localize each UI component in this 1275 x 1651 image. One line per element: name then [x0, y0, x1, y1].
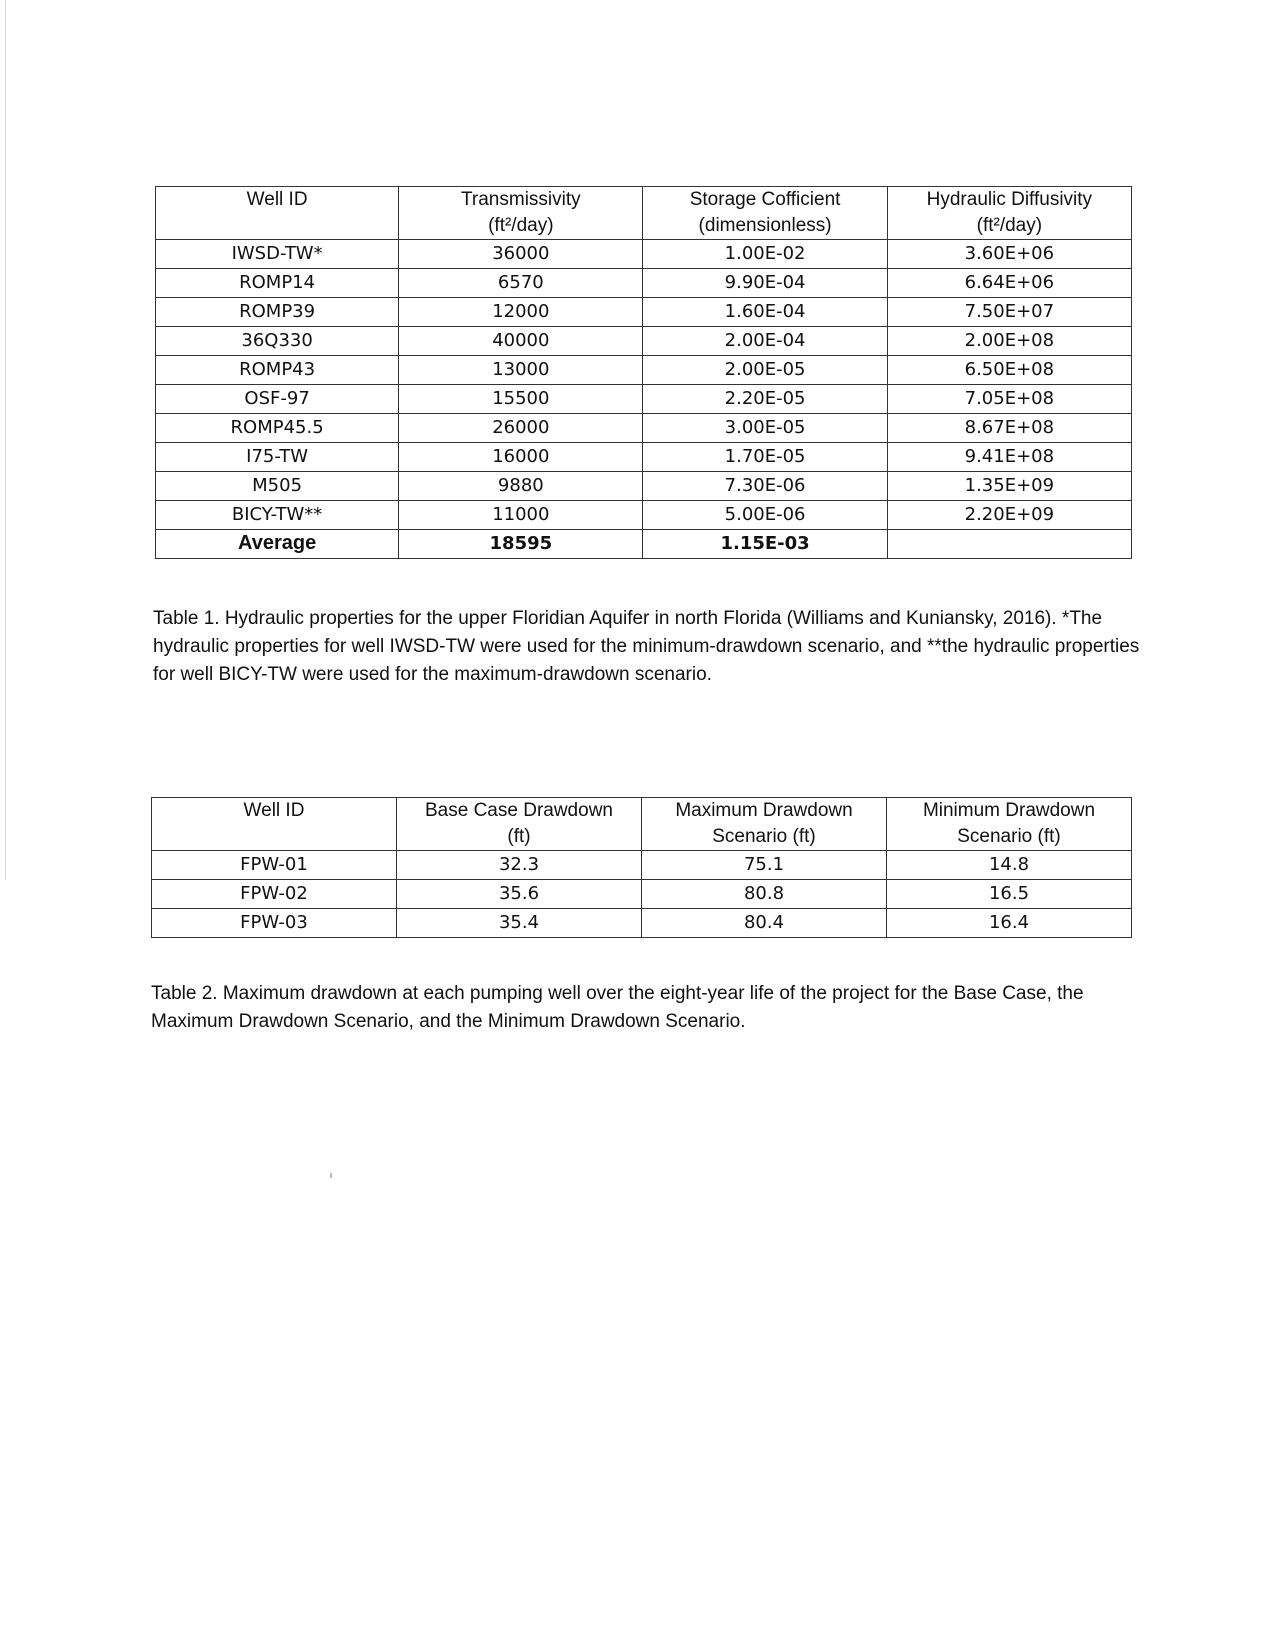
table-row	[156, 501, 1132, 530]
cell-diffusivity: 1.35E+09	[887, 472, 1131, 501]
average-storage: 1.15E-03	[643, 530, 887, 559]
table2-caption: Table 2. Maximum drawdown at each pumping well over the eight-year life of the project for the Base Case, the Maximum Drawdown Scenario, and the Minimum Drawdown Scenario.	[151, 983, 1084, 1032]
cell-storage: 2.00E-04	[643, 327, 887, 356]
cell-transmissivity: 40000	[399, 327, 643, 356]
cell-transmissivity: 36000	[399, 240, 643, 269]
header-max-drawdown: Maximum Drawdown Scenario (ft)	[642, 798, 887, 851]
cell-min: 16.5	[887, 880, 1132, 909]
cell-well-id: FPW-01	[152, 851, 397, 880]
header-well-id: Well ID	[156, 187, 399, 240]
scan-margin-line	[5, 0, 6, 880]
cell-well-id: OSF-97	[156, 385, 399, 414]
cell-storage: 1.60E-04	[643, 298, 887, 327]
average-transmissivity: 18595	[399, 530, 643, 559]
cell-well-id: BICY-TW**	[156, 501, 399, 530]
cell-well-id: 36Q330	[156, 327, 399, 356]
cell-well-id: ROMP45.5	[156, 414, 399, 443]
average-row	[156, 530, 1132, 559]
table-row	[156, 472, 1132, 501]
cell-storage: 2.20E-05	[643, 385, 887, 414]
cell-well-id: FPW-03	[152, 909, 397, 938]
cell-transmissivity: 16000	[399, 443, 643, 472]
cell-transmissivity: 6570	[399, 269, 643, 298]
cell-transmissivity: 12000	[399, 298, 643, 327]
cell-max: 80.8	[642, 880, 887, 909]
cell-diffusivity: 7.05E+08	[887, 385, 1131, 414]
cell-max: 75.1	[642, 851, 887, 880]
table-row	[156, 414, 1132, 443]
table-header-row	[156, 187, 1132, 240]
scan-speck	[330, 1173, 332, 1178]
header-transmissivity: Transmissivity (ft²/day)	[399, 187, 643, 240]
cell-diffusivity: 2.00E+08	[887, 327, 1131, 356]
drawdown-table	[151, 797, 1132, 938]
cell-diffusivity: 2.20E+09	[887, 501, 1131, 530]
cell-well-id: M505	[156, 472, 399, 501]
cell-well-id: IWSD-TW*	[156, 240, 399, 269]
cell-storage: 5.00E-06	[643, 501, 887, 530]
table-row	[152, 909, 1132, 938]
cell-max: 80.4	[642, 909, 887, 938]
cell-transmissivity: 13000	[399, 356, 643, 385]
table-row	[156, 443, 1132, 472]
header-min-drawdown: Minimum Drawdown Scenario (ft)	[887, 798, 1132, 851]
cell-well-id: I75-TW	[156, 443, 399, 472]
cell-transmissivity: 11000	[399, 501, 643, 530]
hydraulic-properties-table	[155, 186, 1132, 559]
cell-base-case: 32.3	[397, 851, 642, 880]
header-base-case: Base Case Drawdown (ft)	[397, 798, 642, 851]
cell-well-id: ROMP39	[156, 298, 399, 327]
cell-min: 16.4	[887, 909, 1132, 938]
cell-min: 14.8	[887, 851, 1132, 880]
table-row	[156, 269, 1132, 298]
average-label: Average	[156, 530, 399, 559]
header-storage-coefficient: Storage Cofficient (dimensionless)	[643, 187, 887, 240]
cell-storage: 7.30E-06	[643, 472, 887, 501]
cell-storage: 1.00E-02	[643, 240, 887, 269]
cell-well-id: FPW-02	[152, 880, 397, 909]
header-hydraulic-diffusivity: Hydraulic Diffusivity (ft²/day)	[887, 187, 1131, 240]
table-row	[156, 356, 1132, 385]
table-header-row	[152, 798, 1132, 851]
table-row	[156, 298, 1132, 327]
cell-diffusivity: 6.50E+08	[887, 356, 1131, 385]
table-row	[152, 851, 1132, 880]
cell-base-case: 35.6	[397, 880, 642, 909]
header-well-id: Well ID	[152, 798, 397, 851]
cell-diffusivity: 3.60E+06	[887, 240, 1131, 269]
average-diffusivity	[887, 530, 1131, 559]
cell-storage: 3.00E-05	[643, 414, 887, 443]
cell-storage: 1.70E-05	[643, 443, 887, 472]
cell-diffusivity: 7.50E+07	[887, 298, 1131, 327]
cell-diffusivity: 9.41E+08	[887, 443, 1131, 472]
cell-storage: 9.90E-04	[643, 269, 887, 298]
cell-transmissivity: 26000	[399, 414, 643, 443]
table-row	[156, 385, 1132, 414]
cell-base-case: 35.4	[397, 909, 642, 938]
table-row	[156, 327, 1132, 356]
cell-transmissivity: 15500	[399, 385, 643, 414]
cell-storage: 2.00E-05	[643, 356, 887, 385]
cell-transmissivity: 9880	[399, 472, 643, 501]
table-row	[156, 240, 1132, 269]
cell-well-id: ROMP43	[156, 356, 399, 385]
table1-caption: Table 1. Hydraulic properties for the upper Floridian Aquifer in north Florida (Williams and Kuniansky, 2016). *The hydraulic properties for well IWSD-TW were used for the minimum-drawdown scenario, and **the hydraulic properties for well BICY-TW were used for the maximum-drawdown scenario.	[153, 608, 1140, 685]
cell-diffusivity: 8.67E+08	[887, 414, 1131, 443]
cell-diffusivity: 6.64E+06	[887, 269, 1131, 298]
table-row	[152, 880, 1132, 909]
cell-well-id: ROMP14	[156, 269, 399, 298]
